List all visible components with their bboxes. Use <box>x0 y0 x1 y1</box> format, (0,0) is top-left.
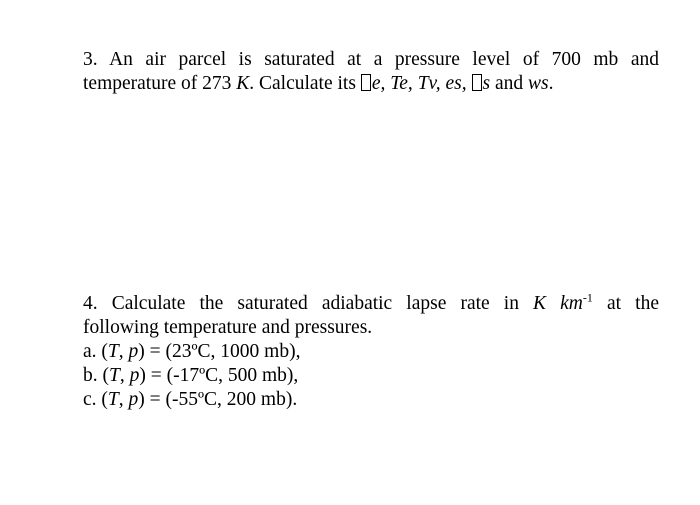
text: 4. Calculate the saturated adiabatic lapse rate in <box>83 293 534 314</box>
text: at the <box>592 293 659 314</box>
var-te: Te, <box>390 73 418 94</box>
question-4-item-c: c. (T, p) = (-55ºC, 200 mb). <box>83 389 298 410</box>
question-4-line-1 <box>83 292 659 316</box>
question-3-line-2 <box>83 72 659 96</box>
question-4-item-b: b. (T, p) = (-17ºC, 500 mb), <box>83 365 299 386</box>
question-3-line-1: 3. An air parcel is saturated at a pressure level of 700 mb and <box>83 49 659 70</box>
unit-k: K <box>533 293 547 314</box>
unit-exponent: -1 <box>582 290 593 305</box>
text: and <box>490 73 528 94</box>
question-3 <box>83 48 659 96</box>
unit-k: K <box>236 73 250 94</box>
var-theta-s: s <box>482 73 491 94</box>
text: temperature of 273 <box>83 73 237 94</box>
question-4-item-a: a. (T, p) = (23ºC, 1000 mb), <box>83 341 301 362</box>
unit-km: km <box>560 293 583 314</box>
question-4 <box>83 292 659 412</box>
text: . <box>548 73 554 94</box>
var-theta-e: e, <box>371 73 391 94</box>
question-4-line-2: following temperature and pressures. <box>83 317 373 338</box>
missing-glyph-icon <box>361 74 371 91</box>
var-tv: Tv, <box>417 73 446 94</box>
missing-glyph-icon <box>472 74 482 91</box>
var-ws: ws <box>528 73 549 94</box>
var-es: es, <box>445 73 472 94</box>
text: . Calculate its <box>249 73 361 94</box>
